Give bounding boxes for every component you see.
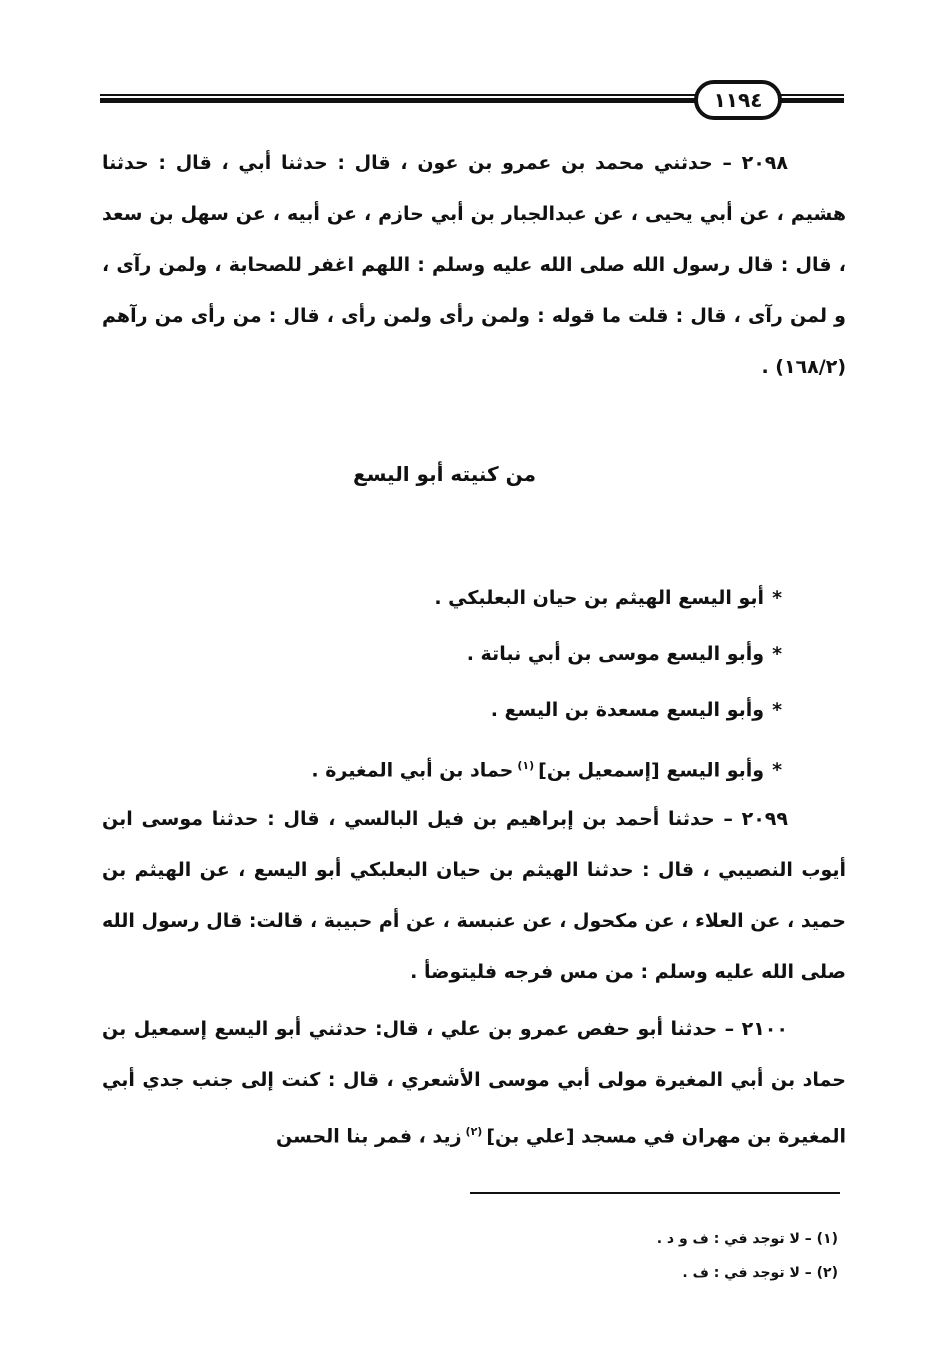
paragraph-hadith-2098	[102, 138, 846, 393]
paragraph-hadith-2100-text-b: زيد ، فمر بنا الحسن	[276, 1125, 462, 1148]
paragraph-hadith-2098-text: ٢٠٩٨ – حدثني محمد بن عمرو بن عون ، قال : حدثنا أبي ، قال : حدثنا هشيم ، عن أبي يحيى ، عن عبدالجبار بن أبي حازم ، عن أبيه ، عن سهل بن سعد ، قال : قال رسول الله صلى الله عليه وسلم : اللهم اغفر للصحابة ، ولمن رآى ، و لمن رآى ، قال : قلت ما قوله : ولمن رأى ولمن رأى ، قال : من رأى من رآهم (١٦٨/٢) .	[102, 152, 846, 378]
paragraph-hadith-2099	[102, 794, 846, 998]
list-item	[182, 570, 782, 626]
paragraph-hadith-2100-text-a: ٢١٠٠ – حدثنا أبو حفص عمرو بن علي ، قال: حدثني أبو اليسع إسمعيل بن حماد بن أبي المغيرة مولى أبي موسى الأشعري ، قال : كنت إلى جنب جدي أبي المغيرة بن مهران في مسجد [علي بن]	[102, 1018, 846, 1148]
bullet-star: *	[772, 759, 782, 782]
page-number-badge	[694, 80, 782, 120]
footnote-separator	[470, 1192, 840, 1194]
list-item-text: وأبو اليسع [إسمعيل بن]	[538, 759, 765, 782]
paragraph-hadith-2100	[102, 1004, 846, 1162]
footnotes	[657, 1222, 838, 1290]
page-number: ١١٩٤	[713, 88, 763, 112]
kunya-list	[182, 570, 782, 798]
list-item	[182, 626, 782, 682]
bullet-star: *	[772, 587, 782, 609]
paragraph-hadith-2099-text: ٢٠٩٩ – حدثنا أحمد بن إبراهيم بن فيل البالسي ، قال : حدثنا موسى ابن أيوب النصيبي ، قال : حدثنا الهيثم بن حيان البعلبكي أبو اليسع ، عن الهيثم بن حميد ، عن العلاء ، عن مكحول ، عن عنبسة ، عن أم حبيبة ، قالت: قال رسول الله صلى الله عليه وسلم : من مس فرجه فليتوضأ .	[102, 808, 846, 983]
footnote-ref-2[interactable]: (٢)	[465, 1125, 483, 1138]
list-item-text: وأبو اليسع موسى بن أبي نباتة .	[466, 643, 765, 665]
footnote-2: (٢) – لا توجد في : ف .	[682, 1265, 838, 1281]
list-item-text-rest: حماد بن أبي المغيرة .	[311, 759, 514, 782]
list-item-text: وأبو اليسع مسعدة بن اليسع .	[490, 699, 765, 721]
footnote-ref-1[interactable]: (١)	[517, 759, 535, 772]
bullet-star: *	[772, 699, 782, 721]
footnote-1: (١) – لا توجد في : ف و د .	[656, 1231, 838, 1247]
list-item-text: أبو اليسع الهيثم بن حيان البعلبكي .	[434, 587, 765, 609]
bullet-star: *	[772, 643, 782, 665]
section-title: من كنيته أبو اليسع	[353, 462, 536, 486]
list-item	[182, 682, 782, 738]
list-item	[182, 738, 782, 798]
